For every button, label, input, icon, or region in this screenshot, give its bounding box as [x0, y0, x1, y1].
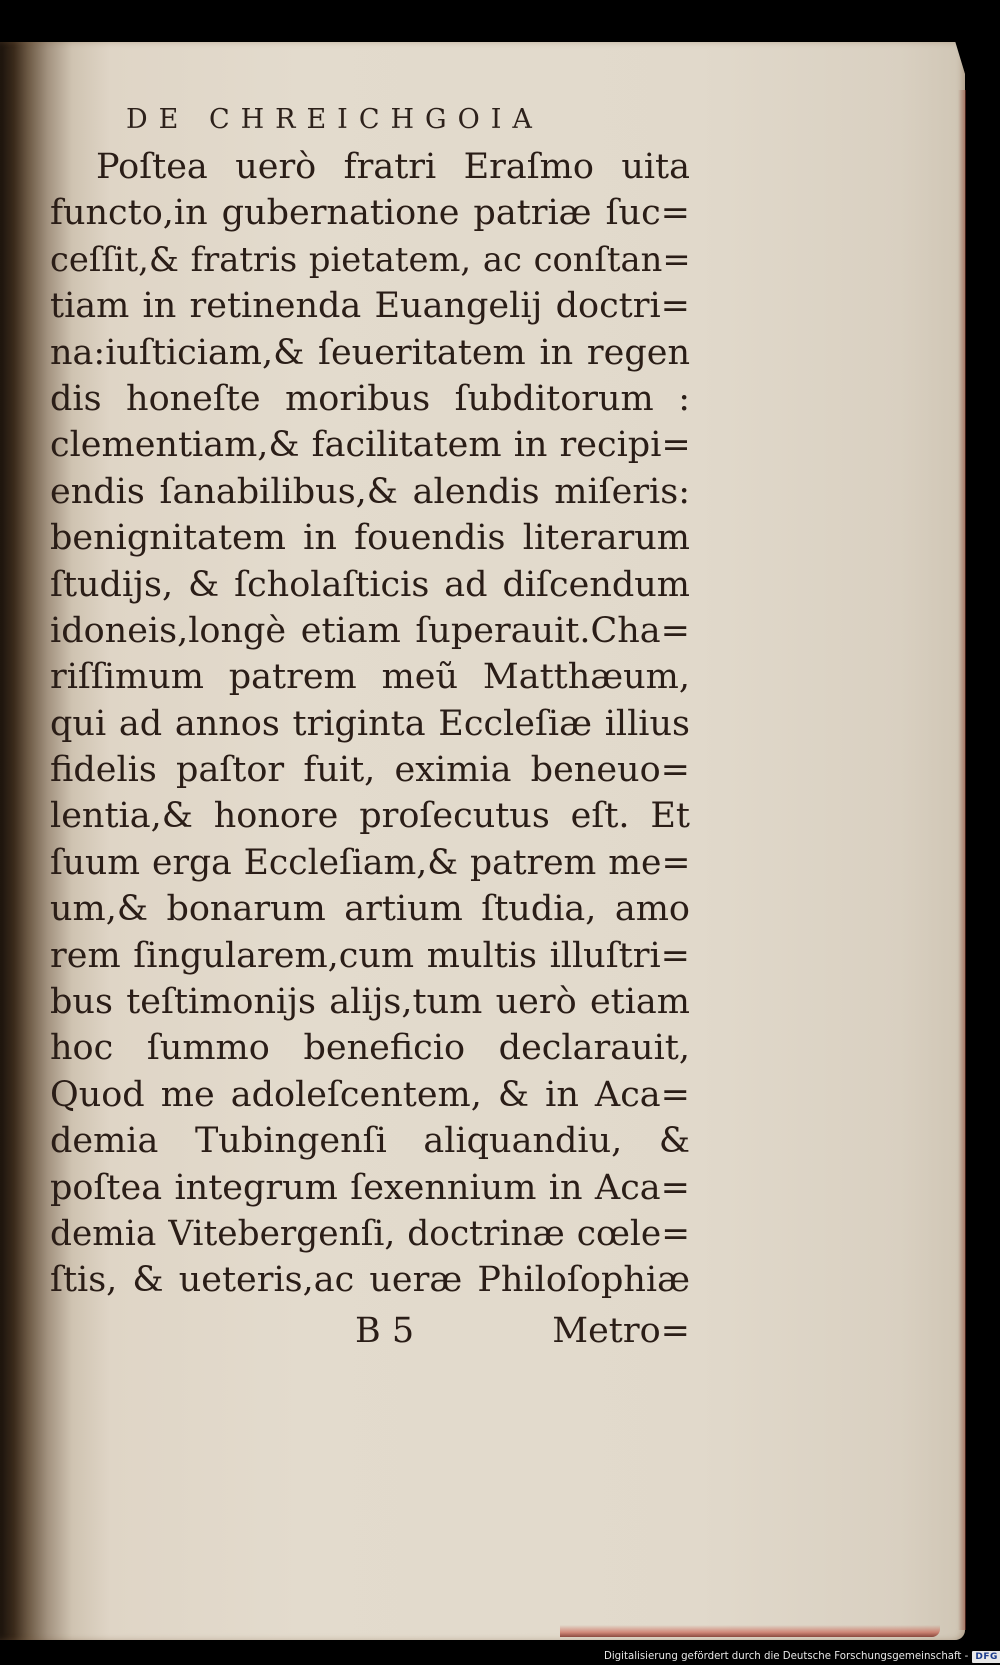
text-line: ſtudijs, & ſcholaſticis ad diſcendum: [50, 564, 690, 605]
page-footer-line: [50, 1308, 690, 1354]
text-line: benignitatem in fouendis literarum: [50, 518, 690, 559]
text-line: Quod me adoleſcentem, & in Aca=: [50, 1074, 690, 1115]
text-line: demia Tubingenſi aliquandiu, &: [50, 1121, 690, 1162]
signature-mark: B 5: [355, 1310, 415, 1351]
credit-text: Digitalisierung gefördert durch die Deutsche Forschungsgemeinschaft -: [604, 1651, 969, 1662]
text-line: poſtea integrum ſexennium in Aca=: [50, 1167, 690, 1208]
text-line: qui ad annos triginta Eccleſiæ illius: [50, 703, 690, 744]
text-line: clementiam,& facilitatem in recipi=: [50, 425, 691, 466]
text-line: riſſimum patrem meũ Matthæum,: [50, 657, 690, 698]
text-line: endis ſanabilibus,& alendis miſeris:: [50, 471, 690, 512]
text-line: hoc ſummo beneficio declarauit,: [50, 1028, 690, 1069]
text-line: dis honeſte moribus ſubditorum :: [50, 378, 690, 419]
text-line: functo,in gubernatione patriæ ſuc=: [50, 193, 690, 234]
page-text: [50, 96, 690, 1354]
text-line: tiam in retinenda Euangelij doctri=: [50, 286, 690, 327]
text-line: na:iuſticiam,& ſeueritatem in regen: [50, 332, 690, 373]
body-text: [50, 144, 690, 1304]
catchword: Metro=: [552, 1310, 690, 1351]
text-line: rem ſingularem,cum multis illuſtri=: [50, 935, 690, 976]
text-line: Poſtea uerò fratri Eraſmo uita: [96, 147, 690, 187]
text-line: ſuum erga Eccleſiam,& patrem me=: [50, 842, 691, 883]
text-line: lentia,& honore proſecutus eſt. Et: [50, 796, 690, 837]
page-edge-right: [958, 90, 966, 1630]
dfg-logo: DFG: [972, 1651, 1000, 1663]
text-line: um,& bonarum artium ſtudia, amo: [50, 889, 690, 930]
running-head: DE CHREICHGOIA: [126, 104, 543, 135]
digitization-credit: [604, 1649, 1000, 1665]
page-edge-bottom: [560, 1625, 940, 1637]
text-line: ſtis, & ueteris,ac ueræ Philoſophiæ: [50, 1260, 690, 1301]
text-line: fidelis paſtor fuit, eximia beneuo=: [50, 750, 690, 791]
text-line: bus teſtimonijs alijs,tum uerò etiam: [50, 982, 690, 1023]
text-line: ceſſit,& fratris pietatem, ac conſtan=: [50, 239, 691, 279]
text-line: idoneis,longè etiam ſuperauit.Cha=: [50, 610, 690, 651]
text-line: demia Vitebergenſi, doctrinæ cœle=: [50, 1213, 690, 1254]
